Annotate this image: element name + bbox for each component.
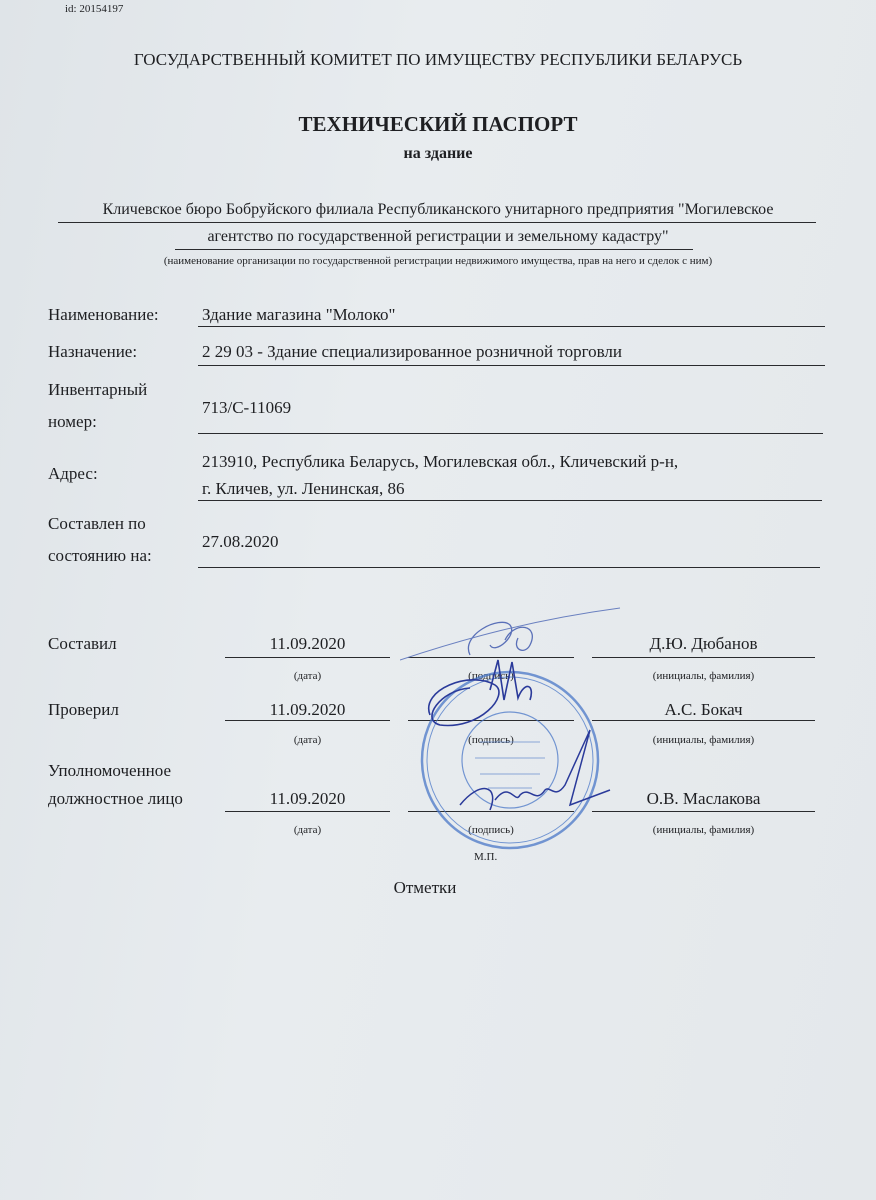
- document-subtitle: на здание: [403, 145, 473, 162]
- stamp-and-signatures: [400, 600, 640, 870]
- inventory-label-1: Инвентарный: [48, 380, 148, 399]
- authorized-date: 11.09.2020: [269, 789, 346, 808]
- purpose-label: Назначение:: [48, 342, 138, 361]
- as-of-label-2: состоянию на:: [48, 546, 152, 565]
- address-value-1: 213910, Республика Беларусь, Могилевская обл., Кличевский р-н,: [202, 452, 679, 471]
- compiled-date: 11.09.2020: [269, 634, 346, 653]
- inventory-value: 713/С-11069: [202, 398, 292, 417]
- issuing-authority: ГОСУДАРСТВЕННЫЙ КОМИТЕТ ПО ИМУЩЕСТВУ РЕСПУБЛИКИ БЕЛАРУСЬ: [133, 50, 743, 69]
- name-caption: (инициалы, фамилия): [652, 824, 755, 836]
- document-id: id: 20154197: [65, 3, 124, 15]
- organization-line-2: агентство по государственной регистрации и земельному кадастру": [207, 228, 669, 245]
- authorized-label-2: должностное лицо: [48, 789, 183, 808]
- notes-title: Отметки: [393, 878, 457, 897]
- seal-place: М.П.: [474, 851, 498, 863]
- document-title: ТЕХНИЧЕСКИЙ ПАСПОРТ: [298, 112, 578, 136]
- as-of-label-1: Составлен по: [48, 514, 146, 533]
- signature-caption: (подпись): [468, 670, 514, 682]
- as-of-value: 27.08.2020: [202, 532, 279, 551]
- name-label: Наименование:: [48, 305, 159, 324]
- name-caption: (инициалы, фамилия): [652, 670, 755, 682]
- authorized-label-1: Уполномоченное: [48, 761, 172, 780]
- compiled-label: Составил: [48, 634, 117, 653]
- stamp-icon: [422, 672, 598, 848]
- checked-name: А.С. Бокач: [664, 700, 743, 719]
- compiled-name: Д.Ю. Дюбанов: [649, 634, 758, 653]
- signature-caption: (подпись): [468, 824, 514, 836]
- organization-line-1: Кличевское бюро Бобруйского филиала Республиканского унитарного предприятия "Могилевское: [102, 201, 774, 218]
- name-caption: (инициалы, фамилия): [652, 734, 755, 746]
- signature-2-icon: [429, 660, 532, 725]
- checked-date: 11.09.2020: [269, 700, 346, 719]
- date-caption: (дата): [293, 824, 322, 836]
- date-caption: (дата): [293, 670, 322, 682]
- date-caption: (дата): [293, 734, 322, 746]
- organization-caption: (наименование организации по государственной регистрации недвижимого имущества, прав на него и сделок с ним): [163, 255, 713, 267]
- address-label: Адрес:: [48, 464, 98, 483]
- name-value: Здание магазина "Молоко": [202, 305, 396, 324]
- purpose-value: 2 29 03 - Здание специализированное розничной торговли: [202, 342, 623, 361]
- signature-caption: (подпись): [468, 734, 514, 746]
- address-value-2: г. Кличев, ул. Ленинская, 86: [202, 479, 405, 498]
- authorized-name: О.В. Маслакова: [646, 789, 761, 808]
- signature-1-icon: [468, 622, 532, 655]
- inventory-label-2: номер:: [48, 412, 97, 431]
- checked-label: Проверил: [48, 700, 119, 719]
